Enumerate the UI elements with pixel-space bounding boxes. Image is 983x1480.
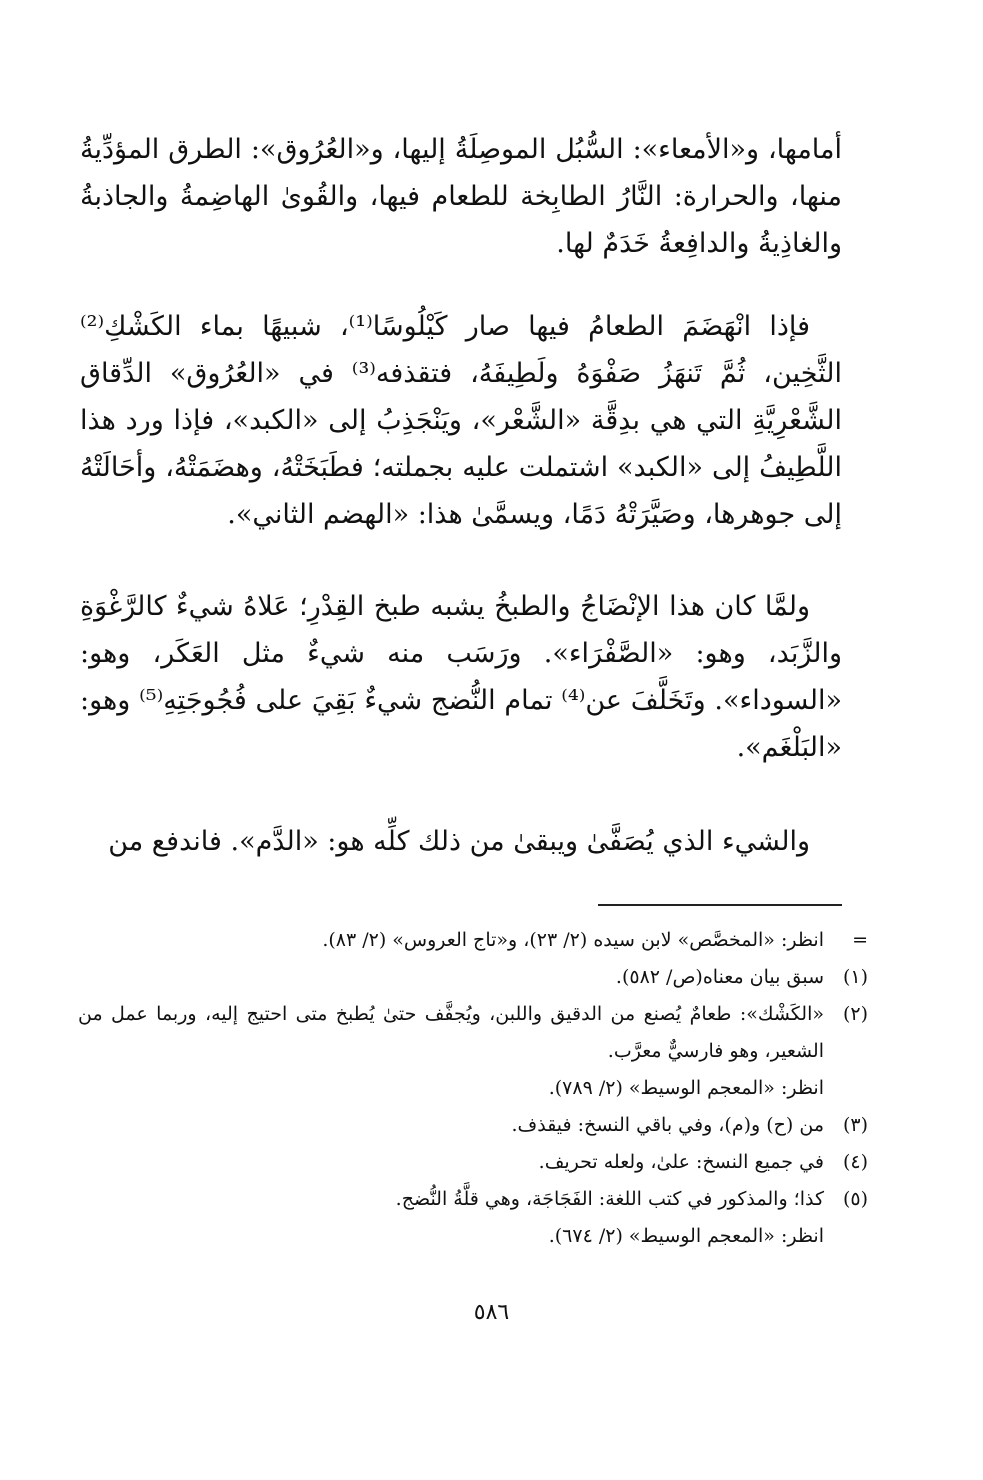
footnote-number: (٣) xyxy=(842,1114,868,1136)
footnote-2 xyxy=(78,996,868,1070)
footnote-continuation-text: انظر: «المخصَّص» لابن سيده (٢/ ٢٣)، و«تاج العروس» (٢/ ٨٣). xyxy=(322,929,824,951)
footnote-separator xyxy=(598,904,842,906)
body-paragraph-3: ولمَّا كان هذا الإنْضَاجُ والطبخُ يشبه طبخ القِدْرِ؛ عَلاهُ شيءٌ كالرَّغْوَةِ والزَّبَد، وهو: «الصَّفْرَاء». ورَسَب منه شيءٌ مثل العَكَر، وهو: «السوداء». وتَخَلَّفَ عن⁽⁴⁾ تمام النُّضج شيءٌ بَقِيَ على فُجُوجَتِهِ⁽⁵⁾ وهو: «البَلْغَم». xyxy=(80,591,843,763)
footnote-number: (٥) xyxy=(842,1188,868,1210)
body-paragraph-4: والشيء الذي يُصَفَّىٰ ويبقىٰ من ذلك كلِّه هو: «الدَّم». فاندفع من xyxy=(108,826,810,857)
footnote-text: «الكَشْك»: طعامٌ يُصنع من الدقيق واللبن، ويُجفَّف حتىٰ يُطبخ متى احتيج إليه، وربما عمل من الشعير، وهو فارسيٌّ معرَّب. xyxy=(78,1003,824,1062)
body-paragraph-1: أمامها، و«الأمعاء»: السُّبُل الموصِلَةُ إليها، و«العُرُوق»: الطرق المؤدِّيةُ منها، والحرارة: النَّارُ الطابِخة للطعام فيها، والقُوىٰ الهاضِمةُ والجاذبةُ والغاذِيةُ والدافِعةُ خَدَمٌ لها. xyxy=(80,134,842,259)
footnote-5-reference: انظر: «المعجم الوسيط» (٢/ ٦٧٤). xyxy=(548,1225,824,1247)
footnote-text: كذا؛ والمذكور في كتب اللغة: الفَجَاجَة، وهي قلَّةُ النُّضج. xyxy=(395,1188,824,1210)
footnote-2-reference: انظر: «المعجم الوسيط» (٢/ ٧٨٩). xyxy=(548,1077,824,1099)
footnote-3 xyxy=(78,1107,868,1144)
footnote-number: (٢) xyxy=(842,1003,868,1025)
footnote-number: (٤) xyxy=(842,1151,868,1173)
footnote-number: (١) xyxy=(842,966,868,988)
continuation-marker: = xyxy=(852,929,868,951)
footnote-4 xyxy=(78,1144,868,1181)
footnote-5 xyxy=(78,1181,868,1218)
footnotes xyxy=(78,922,868,1255)
body-paragraph-2: فإذا انْهَضَمَ الطعامُ فيها صار كَيْلُوسًا⁽¹⁾، شبيهًا بماء الكَشْكِ⁽²⁾ الثَّخِين، ثُمَّ تَنهَزُ صَفْوَهُ ولَطِيفَهُ، فتقذفه⁽³⁾ في «العُرُوق» الدِّقاق الشَّعْرِيَّةِ التي هي بدِقَّة «الشَّعْر»، ويَنْجَذِبُ إلى «الكبد»، فإذا ورد هذا اللَّطِيفُ إلى «الكبد» اشتملت عليه بجملته؛ فطَبَخَتْهُ، وهضَمَتْهُ، وأحَالَتْهُ إلى جوهرها، وصَيَّرَتْهُ دَمًا، ويسمَّىٰ هذا: «الهضم الثاني». xyxy=(80,311,843,530)
footnote-text: سبق بيان معناه(ص/ ٥٨٢). xyxy=(615,966,824,988)
footnote-continuation xyxy=(78,922,868,959)
footnote-text: من (ح) و(م)، وفي باقي النسخ: فيقذف. xyxy=(511,1114,824,1136)
footnote-1 xyxy=(78,959,868,996)
page-number: ٥٨٦ xyxy=(473,1300,510,1325)
footnote-text: في جميع النسخ: علىٰ، ولعله تحريف. xyxy=(538,1151,824,1173)
